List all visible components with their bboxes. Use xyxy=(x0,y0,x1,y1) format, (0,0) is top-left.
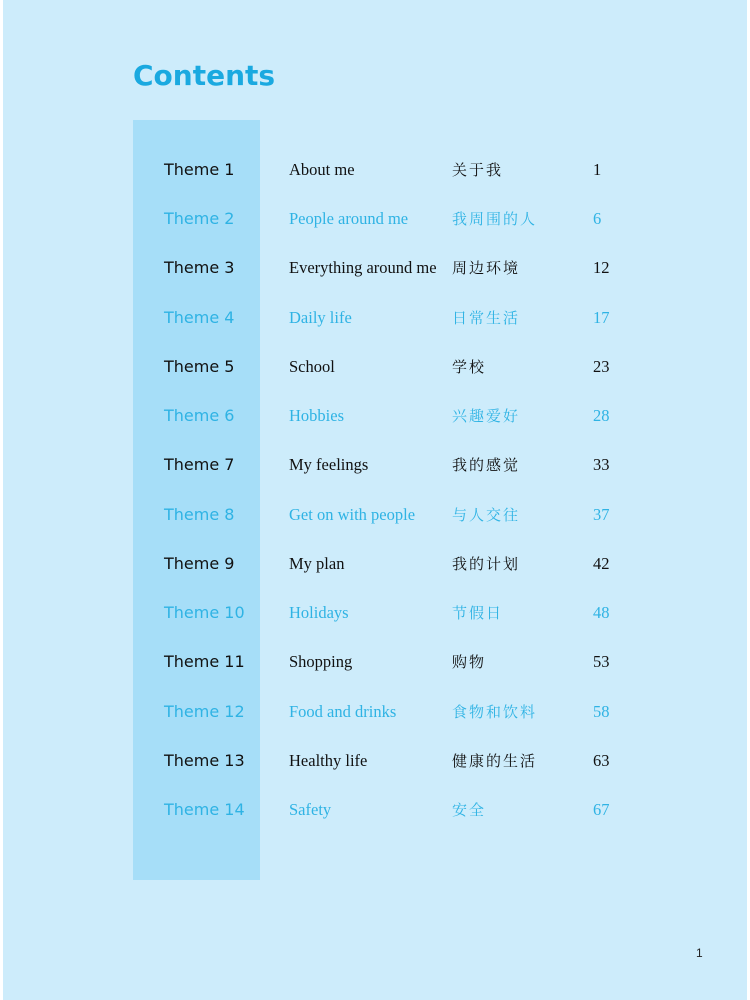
theme-number: Theme 1 xyxy=(164,160,235,179)
toc-row-theme-2[interactable] xyxy=(3,204,747,234)
theme-page-number: 63 xyxy=(593,751,610,770)
theme-page-number: 1 xyxy=(593,160,602,179)
toc-row-theme-4[interactable] xyxy=(3,303,747,333)
toc-row-theme-7[interactable] xyxy=(3,450,747,480)
theme-number: Theme 6 xyxy=(164,406,235,425)
theme-title-english: Get on with people xyxy=(289,505,416,524)
theme-page-number: 17 xyxy=(593,308,610,327)
theme-page-number: 42 xyxy=(593,554,610,573)
theme-number: Theme 13 xyxy=(164,751,245,770)
theme-title-chinese: 我周围的人 xyxy=(452,210,538,228)
theme-number: Theme 10 xyxy=(164,603,245,622)
theme-number: Theme 12 xyxy=(164,702,245,721)
theme-title-english: My plan xyxy=(289,554,345,573)
theme-title-chinese: 兴趣爱好 xyxy=(452,407,521,425)
theme-number: Theme 7 xyxy=(164,455,235,474)
toc-row-theme-11[interactable] xyxy=(3,647,747,677)
theme-title-english: About me xyxy=(289,160,355,179)
toc-row-theme-1[interactable] xyxy=(3,155,747,185)
page-number: 1 xyxy=(696,946,703,960)
theme-title-english: School xyxy=(289,357,335,376)
theme-title-chinese: 购物 xyxy=(452,653,487,671)
theme-title-chinese: 健康的生活 xyxy=(452,752,538,770)
theme-number: Theme 2 xyxy=(164,209,235,228)
theme-title-english: Holidays xyxy=(289,603,349,622)
theme-number: Theme 9 xyxy=(164,554,235,573)
theme-title-chinese: 日常生活 xyxy=(452,309,521,327)
theme-title-chinese: 我的感觉 xyxy=(452,456,521,474)
theme-title-english: Food and drinks xyxy=(289,702,397,721)
theme-number: Theme 4 xyxy=(164,308,235,327)
theme-title-english: Daily life xyxy=(289,308,352,327)
theme-title-english: My feelings xyxy=(289,455,369,474)
theme-page-number: 48 xyxy=(593,603,610,622)
theme-page-number: 53 xyxy=(593,652,610,671)
theme-title-chinese: 关于我 xyxy=(452,161,504,179)
theme-title-chinese: 安全 xyxy=(452,801,487,819)
toc-row-theme-14[interactable] xyxy=(3,795,747,825)
toc-row-theme-8[interactable] xyxy=(3,500,747,530)
theme-page-number: 67 xyxy=(593,800,610,819)
theme-page-number: 58 xyxy=(593,702,610,721)
theme-title-chinese: 学校 xyxy=(452,358,487,376)
theme-title-chinese: 周边环境 xyxy=(452,259,521,277)
theme-title-english: Safety xyxy=(289,800,332,819)
theme-title-english: Healthy life xyxy=(289,751,368,770)
theme-title-chinese: 与人交往 xyxy=(452,506,521,524)
theme-title-chinese: 我的计划 xyxy=(452,555,521,573)
toc-row-theme-13[interactable] xyxy=(3,746,747,776)
toc-row-theme-9[interactable] xyxy=(3,549,747,579)
theme-title-english: Shopping xyxy=(289,652,353,671)
theme-title-english: Everything around me xyxy=(289,258,437,277)
theme-page-number: 6 xyxy=(593,209,602,228)
theme-number: Theme 5 xyxy=(164,357,235,376)
theme-title-english: People around me xyxy=(289,209,409,228)
contents-page xyxy=(3,0,747,1000)
theme-number: Theme 3 xyxy=(164,258,235,277)
theme-title-chinese: 食物和饮料 xyxy=(452,703,538,721)
theme-number: Theme 14 xyxy=(164,800,245,819)
theme-page-number: 37 xyxy=(593,505,610,524)
theme-page-number: 23 xyxy=(593,357,610,376)
theme-number: Theme 8 xyxy=(164,505,235,524)
toc-row-theme-6[interactable] xyxy=(3,401,747,431)
page-title: Contents xyxy=(133,59,276,92)
toc-row-theme-3[interactable] xyxy=(3,253,747,283)
toc-row-theme-12[interactable] xyxy=(3,697,747,727)
toc-row-theme-5[interactable] xyxy=(3,352,747,382)
theme-page-number: 12 xyxy=(593,258,610,277)
toc-row-theme-10[interactable] xyxy=(3,598,747,628)
theme-title-english: Hobbies xyxy=(289,406,344,425)
theme-title-chinese: 节假日 xyxy=(452,604,504,622)
theme-page-number: 33 xyxy=(593,455,610,474)
theme-page-number: 28 xyxy=(593,406,610,425)
theme-number: Theme 11 xyxy=(164,652,245,671)
